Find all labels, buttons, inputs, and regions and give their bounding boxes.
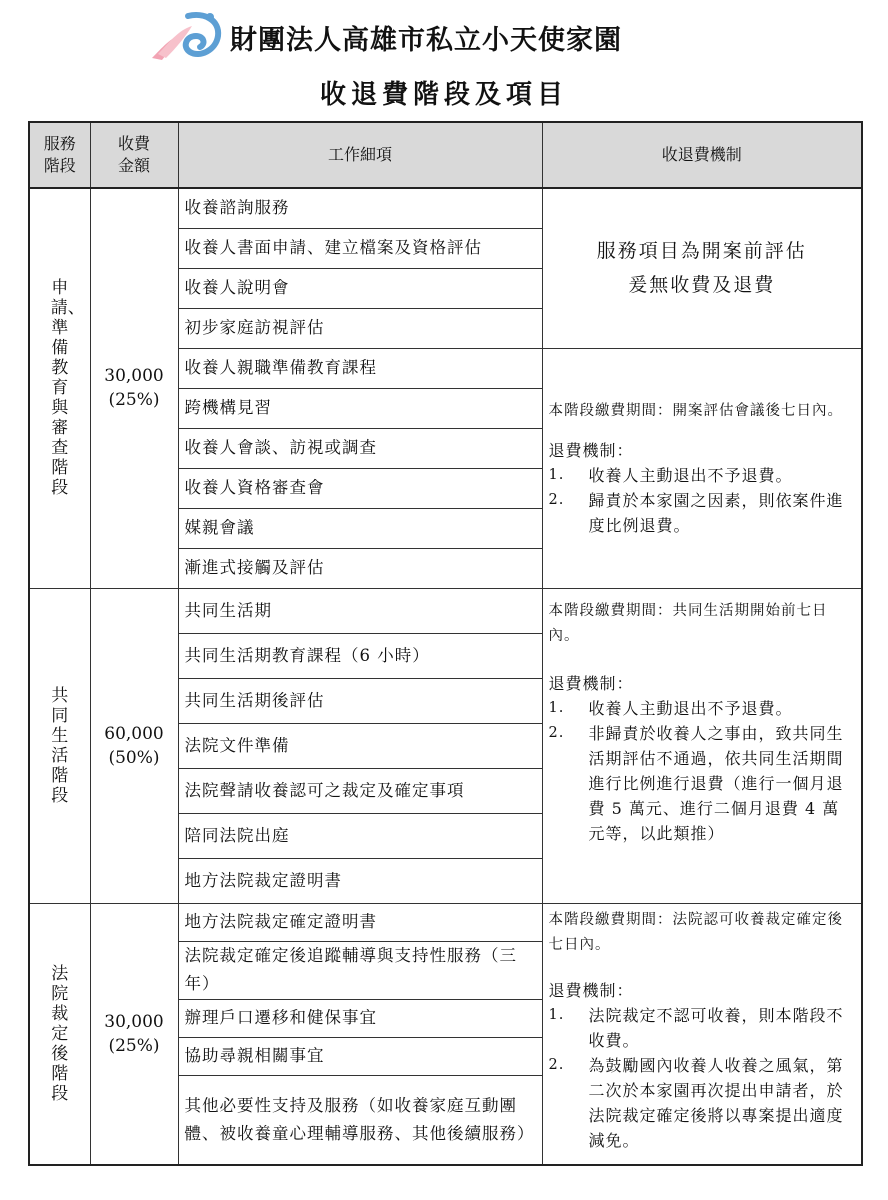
work-item: 共同生活期後評估	[178, 678, 542, 723]
table-row	[29, 903, 862, 941]
work-item: 媒親會議	[178, 508, 542, 548]
stage-3-refund-mechanism: 本階段繳費期間：法院認可收養裁定確定後七日內。 退費機制： 1. 法院裁定不認可收養，則本階段不收費。 2. 為鼓勵國內收養人收養之風氣，第二次於本家園再次提出申請者，於法院裁定確定後將以專案提出適度減免。	[542, 903, 862, 1165]
work-item: 收養諮詢服務	[178, 188, 542, 228]
col-header-mechanism: 收退費機制	[542, 122, 862, 188]
stage-2-refund-mechanism: 本階段繳費期間：共同生活期開始前七日內。 退費機制： 1. 收養人主動退出不予退費。 2. 非歸責於收養人之事由，致共同生活期評估不通過，依共同生活期間進行比例進行退費（進行一個月退費 5 萬元、進行二個月退費 4 萬元等，以此類推）	[542, 588, 862, 903]
table-row	[29, 188, 862, 228]
table-row	[29, 588, 862, 633]
work-item: 其他必要性支持及服務（如收養家庭互動團體、被收養童心理輔導服務、其他後續服務）	[178, 1075, 542, 1165]
work-item: 收養人書面申請、建立檔案及資格評估	[178, 228, 542, 268]
stage-1-free-note: 服務項目為開案前評估 爰無收費及退費	[542, 188, 862, 348]
work-item: 收養人親職準備教育課程	[178, 348, 542, 388]
stage-1-amount: 30,000 (25%)	[90, 188, 178, 588]
work-item: 收養人資格審查會	[178, 468, 542, 508]
table-header-row	[29, 122, 862, 188]
work-item: 地方法院裁定證明書	[178, 858, 542, 903]
angel-swirl-logo-icon	[148, 8, 224, 66]
work-item: 共同生活期教育課程（6 小時）	[178, 633, 542, 678]
work-item: 收養人說明會	[178, 268, 542, 308]
col-header-stage: 服務 階段	[29, 122, 90, 188]
work-item: 法院聲請收養認可之裁定及確定事項	[178, 768, 542, 813]
work-item: 辦理戶口遷移和健保事宜	[178, 999, 542, 1037]
page-title: 收退費階段及項目	[319, 80, 568, 110]
stage-2-amount: 60,000 (50%)	[90, 588, 178, 903]
stage-2-name: 共同生活階段	[29, 588, 90, 903]
work-item: 陪同法院出庭	[178, 813, 542, 858]
stage-3-name: 法院裁定後階段	[29, 903, 90, 1165]
work-item: 共同生活期	[178, 588, 542, 633]
col-header-items: 工作細項	[178, 122, 542, 188]
work-item: 地方法院裁定確定證明書	[178, 903, 542, 941]
work-item: 收養人會談、訪視或調查	[178, 428, 542, 468]
work-item: 協助尋親相關事宜	[178, 1037, 542, 1075]
work-item: 跨機構見習	[178, 388, 542, 428]
work-item: 初步家庭訪視評估	[178, 308, 542, 348]
work-item: 法院文件準備	[178, 723, 542, 768]
work-item: 漸進式接觸及評估	[178, 548, 542, 588]
work-item: 法院裁定確定後追蹤輔導與支持性服務（三年）	[178, 941, 542, 999]
stage-1-name: 申請、準備教育與審查階段	[29, 188, 90, 588]
stage-1-refund-mechanism: 本階段繳費期間：開案評估會議後七日內。 退費機制： 1. 收養人主動退出不予退費。 2. 歸責於本家園之因素，則依案件進度比例退費。	[542, 348, 862, 588]
fee-table	[28, 121, 863, 1166]
organization-name: 財團法人高雄市私立小天使家園	[230, 25, 622, 56]
stage-3-amount: 30,000 (25%)	[90, 903, 178, 1165]
col-header-amount: 收費 金額	[90, 122, 178, 188]
